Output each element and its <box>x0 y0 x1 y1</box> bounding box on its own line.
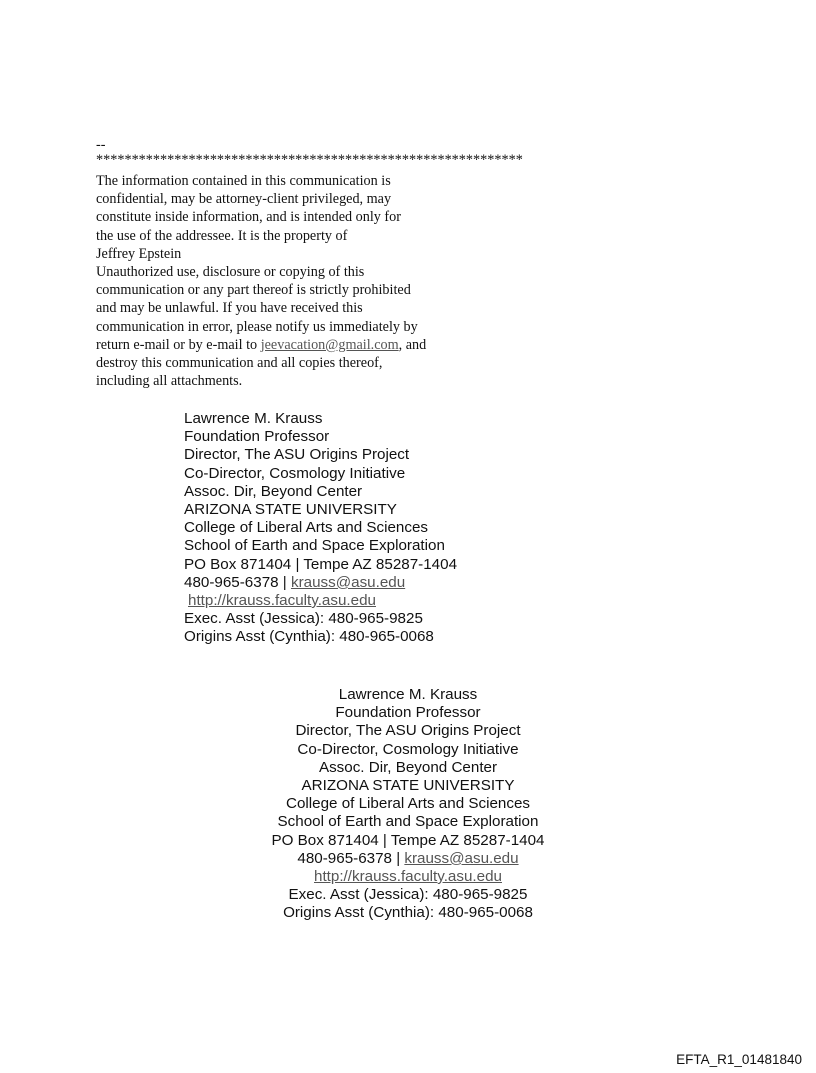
disclaimer-email-suffix: , and <box>398 336 427 353</box>
signature-line: School of Earth and Space Exploration <box>277 813 539 831</box>
signature-line: ARIZONA STATE UNIVERSITY <box>184 501 397 519</box>
signature-line: Co-Director, Cosmology Initiative <box>184 464 406 482</box>
signature-line: Assoc. Dir, Beyond Center <box>318 758 498 776</box>
separator-stars: ************************************************************ <box>96 152 523 168</box>
signature-name: Lawrence M. Krauss <box>338 686 478 703</box>
signature-phone: 480-965-6378 | <box>297 849 405 867</box>
disclaimer-line: The information contained in this communication is <box>96 173 391 189</box>
disclaimer-line: destroy this communication and all copies thereof, <box>96 355 383 372</box>
signature-line: Co-Director, Cosmology Initiative <box>297 740 519 758</box>
confidentiality-disclaimer <box>96 172 516 390</box>
disclaimer-email-link[interactable]: jeevacation@gmail.com <box>260 336 399 353</box>
signature-website-link[interactable]: http://krauss.faculty.asu.edu <box>188 592 376 610</box>
signature-line: College of Liberal Arts and Sciences <box>286 795 530 813</box>
disclaimer-line: communication or any part thereof is strictly prohibited <box>96 282 411 299</box>
disclaimer-line: the use of the addressee. It is the property of <box>96 227 348 244</box>
signature-exec-asst: Exec. Asst (Jessica): 480-965-9825 <box>184 610 423 628</box>
disclaimer-email-prefix: return e-mail or by e-mail to <box>96 336 261 353</box>
separator-dashes: -- <box>96 137 106 153</box>
disclaimer-line: constitute inside information, and is intended only for <box>96 209 401 226</box>
signature-email-link[interactable]: krauss@asu.edu <box>404 849 519 867</box>
signature-phone-line <box>208 850 608 868</box>
signature-title: Foundation Professor <box>184 428 330 446</box>
signature-website-line <box>208 868 608 886</box>
signature-line: Director, The ASU Origins Project <box>295 722 521 740</box>
signature-address: PO Box 871404 | Tempe AZ 85287-1404 <box>184 555 458 573</box>
signature-block-centered <box>208 686 608 923</box>
document-id: EFTA_R1_01481840 <box>676 1052 802 1067</box>
signature-website-line <box>184 592 457 610</box>
signature-line: Director, The ASU Origins Project <box>184 446 410 464</box>
signature-origins-asst: Origins Asst (Cynthia): 480-965-0068 <box>283 904 533 922</box>
signature-phone: 480-965-6378 | <box>184 573 291 591</box>
signature-line: School of Earth and Space Exploration <box>184 537 445 555</box>
signature-title: Foundation Professor <box>335 704 481 722</box>
signature-origins-asst: Origins Asst (Cynthia): 480-965-0068 <box>184 628 434 646</box>
disclaimer-line: communication in error, please notify us immediately by <box>96 318 418 335</box>
signature-address: PO Box 871404 | Tempe AZ 85287-1404 <box>271 831 545 849</box>
disclaimer-line: and may be unlawful. If you have received this <box>96 300 363 317</box>
signature-line: Assoc. Dir, Beyond Center <box>184 482 363 500</box>
disclaimer-line: Unauthorized use, disclosure or copying of this <box>96 264 365 281</box>
signature-email-link[interactable]: krauss@asu.edu <box>290 573 406 591</box>
signature-name: Lawrence M. Krauss <box>184 410 323 427</box>
disclaimer-email-line <box>96 336 516 354</box>
signature-line: ARIZONA STATE UNIVERSITY <box>301 777 515 795</box>
signature-website-link[interactable]: http://krauss.faculty.asu.edu <box>314 868 502 886</box>
signature-block-left <box>184 410 457 647</box>
signature-phone-line <box>184 574 457 592</box>
signature-line: College of Liberal Arts and Sciences <box>184 519 428 537</box>
disclaimer-line: confidential, may be attorney-client privileged, may <box>96 191 392 208</box>
signature-exec-asst: Exec. Asst (Jessica): 480-965-9825 <box>288 886 528 904</box>
disclaimer-line: Jeffrey Epstein <box>96 245 182 262</box>
disclaimer-line: including all attachments. <box>96 373 243 390</box>
